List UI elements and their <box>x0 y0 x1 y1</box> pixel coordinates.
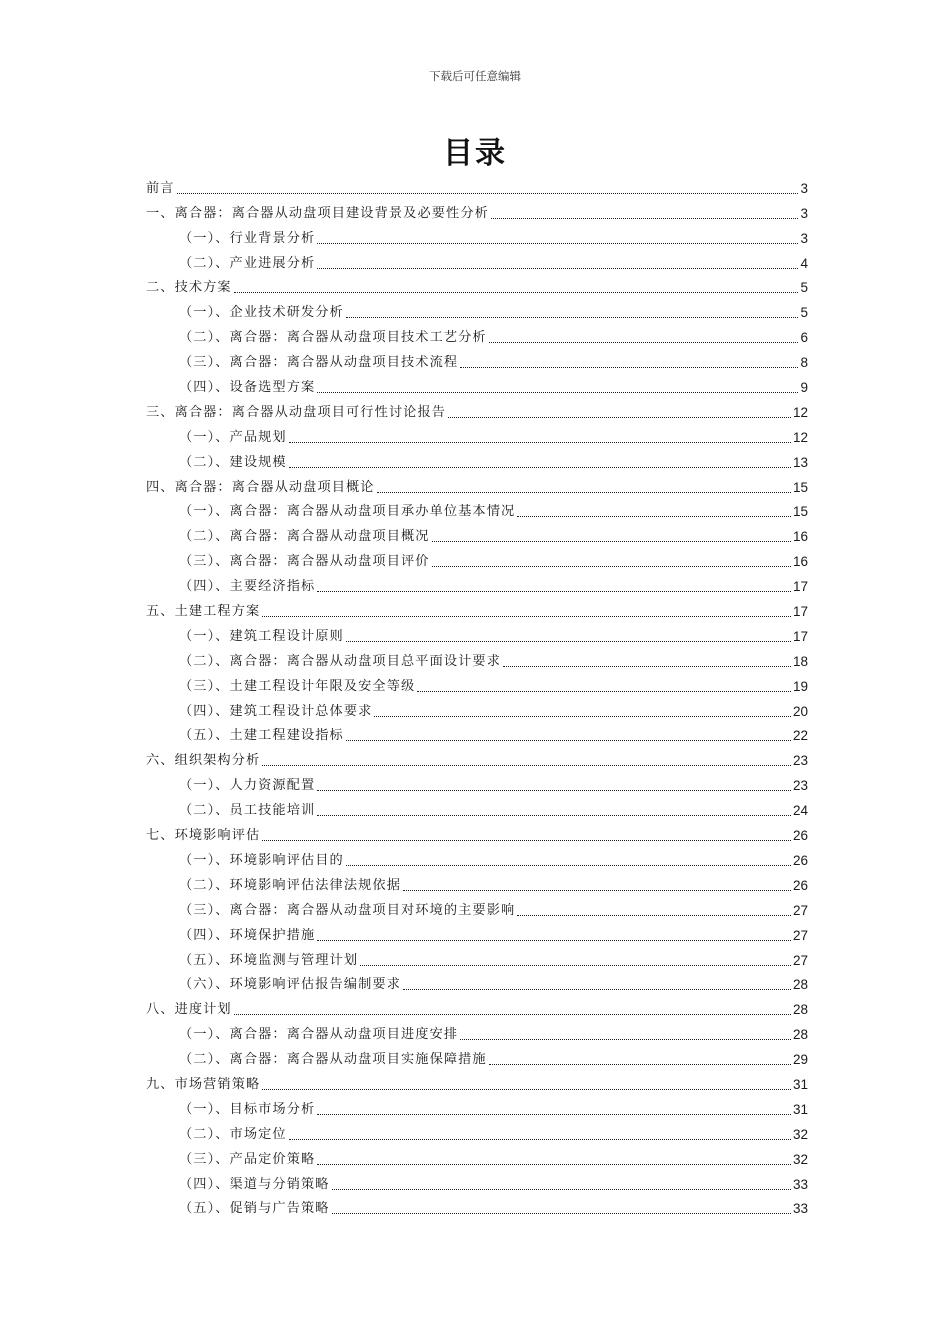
toc-page-number: 26 <box>792 852 808 868</box>
toc-dot-leader <box>317 790 791 791</box>
toc-subsection-entry[interactable] <box>146 448 808 473</box>
toc-section-entry[interactable] <box>146 274 808 299</box>
toc-page-number: 17 <box>792 628 808 644</box>
toc-entry-title: （五）、土建工程建设指标 <box>179 728 344 744</box>
toc-dot-leader <box>262 765 791 766</box>
toc-subsection-entry[interactable] <box>146 423 808 448</box>
toc-entry-title: （二）、环境影响评估法律法规依据 <box>179 877 401 893</box>
toc-page-number: 3 <box>800 180 808 196</box>
toc-page-number: 3 <box>800 230 808 246</box>
toc-page-number: 22 <box>792 728 808 744</box>
toc-entry-title: （四）、主要经济指标 <box>179 579 316 595</box>
toc-dot-leader <box>417 691 791 692</box>
toc-entry-title: （一）、建筑工程设计原则 <box>179 628 344 644</box>
toc-subsection-entry[interactable] <box>146 846 808 871</box>
toc-dot-leader <box>262 1089 791 1090</box>
toc-dot-leader <box>234 292 799 293</box>
toc-subsection-entry[interactable] <box>146 771 808 796</box>
toc-dot-leader <box>332 1189 791 1190</box>
toc-entry-title: （三）、离合器：离合器从动盘项目对环境的主要影响 <box>179 902 516 918</box>
toc-entry-title: （四）、渠道与分销策略 <box>179 1176 330 1192</box>
toc-subsection-entry[interactable] <box>146 348 808 373</box>
toc-entry-title: 四、离合器：离合器从动盘项目概论 <box>146 479 375 495</box>
toc-entry-title: （三）、土建工程设计年限及安全等级 <box>179 678 416 694</box>
toc-dot-leader <box>317 268 798 269</box>
toc-subsection-entry[interactable] <box>146 697 808 722</box>
toc-entry-title: （四）、环境保护措施 <box>179 927 316 943</box>
toc-page-number: 15 <box>792 504 808 520</box>
toc-page-number: 24 <box>792 803 808 819</box>
toc-page-number: 32 <box>792 1151 808 1167</box>
toc-entry-title: （一）、行业背景分析 <box>179 230 316 246</box>
toc-subsection-entry[interactable] <box>146 672 808 697</box>
toc-page-number: 33 <box>792 1176 808 1192</box>
toc-dot-leader <box>262 616 791 617</box>
toc-dot-leader <box>289 442 791 443</box>
toc-page-number: 9 <box>800 380 808 396</box>
toc-page-number: 17 <box>792 604 808 620</box>
toc-dot-leader <box>317 940 791 941</box>
toc-page-number: 8 <box>800 355 808 371</box>
toc-subsection-entry[interactable] <box>146 871 808 896</box>
toc-entry-title: 一、离合器：离合器从动盘项目建设背景及必要性分析 <box>146 205 489 221</box>
toc-page-number: 3 <box>800 205 808 221</box>
toc-entry-title: （四）、设备选型方案 <box>179 380 316 396</box>
toc-dot-leader <box>317 392 798 393</box>
toc-entry-title: （一）、离合器：离合器从动盘项目进度安排 <box>179 1027 459 1043</box>
toc-subsection-entry[interactable] <box>146 547 808 572</box>
toc-entry-title: （二）、离合器：离合器从动盘项目总平面设计要求 <box>179 653 502 669</box>
toc-subsection-entry[interactable] <box>146 622 808 647</box>
toc-dot-leader <box>489 1064 791 1065</box>
toc-entry-title: （二）、离合器：离合器从动盘项目技术工艺分析 <box>179 330 487 346</box>
toc-dot-leader <box>346 641 791 642</box>
toc-subsection-entry[interactable] <box>146 522 808 547</box>
toc-subsection-entry[interactable] <box>146 971 808 996</box>
toc-entry-title: 二、技术方案 <box>146 280 232 296</box>
toc-entry-title: （五）、环境监测与管理计划 <box>179 952 359 968</box>
toc-page-number: 28 <box>792 977 808 993</box>
toc-page-number: 15 <box>792 479 808 495</box>
toc-dot-leader <box>377 492 791 493</box>
toc-subsection-entry[interactable] <box>146 896 808 921</box>
toc-dot-leader <box>317 243 798 244</box>
toc-entry-title: 六、组织架构分析 <box>146 753 261 769</box>
toc-subsection-entry[interactable] <box>146 572 808 597</box>
toc-subsection-entry[interactable] <box>146 796 808 821</box>
toc-page-number: 28 <box>792 1027 808 1043</box>
toc-section-entry[interactable] <box>146 995 808 1020</box>
toc-page-number: 27 <box>792 952 808 968</box>
toc-subsection-entry[interactable] <box>146 1145 808 1170</box>
toc-section-entry[interactable] <box>146 199 808 224</box>
toc-page-number: 20 <box>792 703 808 719</box>
toc-entry-title: （一）、企业技术研发分析 <box>179 305 344 321</box>
toc-entry-title: （五）、促销与广告策略 <box>179 1201 330 1217</box>
toc-dot-leader <box>460 1039 791 1040</box>
toc-dot-leader <box>503 666 791 667</box>
toc-page-number: 12 <box>792 429 808 445</box>
toc-dot-leader <box>289 1139 791 1140</box>
header-note: 下载后可任意编辑 <box>429 69 521 83</box>
toc-dot-leader <box>517 915 791 916</box>
toc-page-number: 16 <box>792 529 808 545</box>
page-title: 目录 <box>443 136 507 171</box>
toc-entry-title: （一）、人力资源配置 <box>179 778 316 794</box>
toc-page-number: 27 <box>792 902 808 918</box>
toc-subsection-entry[interactable] <box>146 498 808 523</box>
toc-page-number: 17 <box>792 579 808 595</box>
toc-dot-leader <box>346 865 791 866</box>
toc-entry-title: （二）、建设规模 <box>179 454 287 470</box>
toc-page-number: 27 <box>792 927 808 943</box>
toc-dot-leader <box>489 342 799 343</box>
toc-entry-title: （四）、建筑工程设计总体要求 <box>179 703 373 719</box>
toc-page-number: 18 <box>792 653 808 669</box>
toc-page-number: 29 <box>792 1052 808 1068</box>
toc-dot-leader <box>317 1114 791 1115</box>
toc-subsection-entry[interactable] <box>146 1120 808 1145</box>
toc-subsection-entry[interactable] <box>146 722 808 747</box>
toc-entry-title: （二）、离合器：离合器从动盘项目实施保障措施 <box>179 1052 487 1068</box>
toc-dot-leader <box>374 716 791 717</box>
table-of-contents <box>146 174 808 1219</box>
toc-entry-title: （二）、市场定位 <box>179 1126 287 1142</box>
toc-dot-leader <box>491 218 799 219</box>
toc-section-entry[interactable] <box>146 821 808 846</box>
toc-entry-title: （六）、环境影响评估报告编制要求 <box>179 977 401 993</box>
toc-section-entry[interactable] <box>146 398 808 423</box>
toc-subsection-entry[interactable] <box>146 921 808 946</box>
toc-dot-leader <box>317 815 791 816</box>
toc-entry-title: （三）、离合器：离合器从动盘项目评价 <box>179 554 430 570</box>
toc-entry-title: （一）、离合器：离合器从动盘项目承办单位基本情况 <box>179 504 516 520</box>
toc-page-number: 13 <box>792 454 808 470</box>
toc-section-entry[interactable] <box>146 597 808 622</box>
toc-entry-title: （一）、环境影响评估目的 <box>179 852 344 868</box>
toc-subsection-entry[interactable] <box>146 373 808 398</box>
toc-subsection-entry[interactable] <box>146 224 808 249</box>
toc-page-number: 26 <box>792 828 808 844</box>
toc-page-number: 23 <box>792 778 808 794</box>
toc-dot-leader <box>177 193 799 194</box>
toc-page-number: 5 <box>800 280 808 296</box>
toc-page-number: 32 <box>792 1126 808 1142</box>
toc-page-number: 12 <box>792 404 808 420</box>
toc-page-number: 31 <box>792 1076 808 1092</box>
toc-dot-leader <box>332 1213 791 1214</box>
toc-dot-leader <box>432 541 791 542</box>
toc-dot-leader <box>262 840 791 841</box>
toc-entry-title: 三、离合器：离合器从动盘项目可行性讨论报告 <box>146 404 447 420</box>
toc-subsection-entry[interactable] <box>146 1095 808 1120</box>
toc-subsection-entry[interactable] <box>146 946 808 971</box>
toc-entry-title: （三）、离合器：离合器从动盘项目技术流程 <box>179 355 459 371</box>
toc-subsection-entry[interactable] <box>146 1045 808 1070</box>
toc-page-number: 28 <box>792 1002 808 1018</box>
toc-dot-leader <box>360 965 791 966</box>
toc-dot-leader <box>346 317 799 318</box>
toc-subsection-entry[interactable] <box>146 1170 808 1195</box>
toc-subsection-entry[interactable] <box>146 1195 808 1220</box>
toc-dot-leader <box>317 591 791 592</box>
toc-entry-title: （二）、员工技能培训 <box>179 803 316 819</box>
toc-entry-title: （一）、产品规划 <box>179 429 287 445</box>
toc-section-entry[interactable] <box>146 746 808 771</box>
toc-section-entry[interactable] <box>146 1070 808 1095</box>
toc-dot-leader <box>517 516 791 517</box>
toc-page-number: 23 <box>792 753 808 769</box>
toc-dot-leader <box>403 989 791 990</box>
toc-entry-title: 前言 <box>146 180 175 196</box>
toc-entry-title: （二）、产业进展分析 <box>179 255 316 271</box>
toc-section-entry[interactable] <box>146 473 808 498</box>
toc-entry-title: 九、市场营销策略 <box>146 1076 261 1092</box>
toc-section-entry[interactable] <box>146 174 808 199</box>
toc-dot-leader <box>289 467 791 468</box>
toc-subsection-entry[interactable] <box>146 249 808 274</box>
toc-page-number: 6 <box>800 330 808 346</box>
toc-subsection-entry[interactable] <box>146 647 808 672</box>
toc-entry-title: 五、土建工程方案 <box>146 604 261 620</box>
toc-dot-leader <box>234 1014 791 1015</box>
toc-subsection-entry[interactable] <box>146 1020 808 1045</box>
toc-dot-leader <box>317 1164 791 1165</box>
toc-entry-title: 七、环境影响评估 <box>146 828 261 844</box>
toc-subsection-entry[interactable] <box>146 323 808 348</box>
toc-dot-leader <box>448 417 791 418</box>
toc-entry-title: （二）、离合器：离合器从动盘项目概况 <box>179 529 430 545</box>
toc-page-number: 4 <box>800 255 808 271</box>
toc-entry-title: （一）、目标市场分析 <box>179 1101 316 1117</box>
toc-page-number: 5 <box>800 305 808 321</box>
toc-dot-leader <box>460 367 798 368</box>
toc-page-number: 19 <box>792 678 808 694</box>
toc-dot-leader <box>432 566 791 567</box>
toc-dot-leader <box>346 740 791 741</box>
toc-entry-title: （三）、产品定价策略 <box>179 1151 316 1167</box>
toc-entry-title: 八、进度计划 <box>146 1002 232 1018</box>
toc-dot-leader <box>403 890 791 891</box>
toc-page-number: 33 <box>792 1201 808 1217</box>
toc-page-number: 16 <box>792 554 808 570</box>
toc-subsection-entry[interactable] <box>146 298 808 323</box>
toc-page-number: 26 <box>792 877 808 893</box>
toc-page-number: 31 <box>792 1101 808 1117</box>
